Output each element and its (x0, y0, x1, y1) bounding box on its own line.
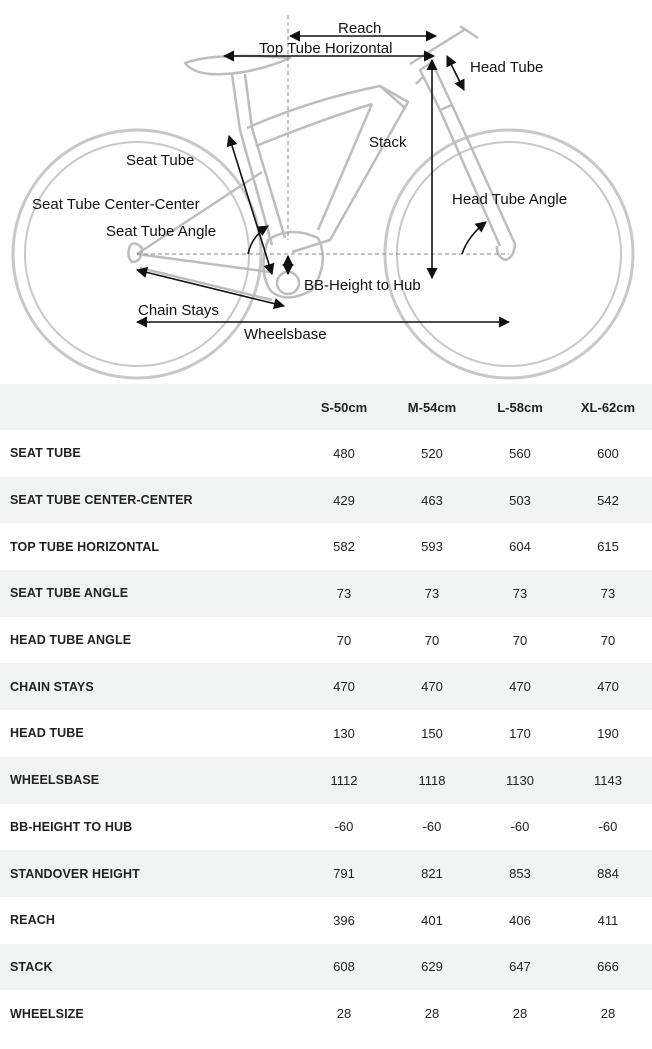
table-row (0, 710, 652, 757)
table-cell: 401 (421, 912, 443, 928)
row-label: TOP TUBE HORIZONTAL (10, 539, 160, 554)
table-cell: 480 (333, 445, 355, 461)
table-cell: 647 (476, 944, 564, 991)
table-cell: 470 (388, 663, 476, 710)
table-cell: 28 (512, 1006, 528, 1022)
table-cell: -60 (510, 819, 530, 835)
table-cell: 429 (300, 477, 388, 524)
table-cell: 406 (509, 912, 531, 928)
header-size-xl: XL-62cm (564, 384, 652, 430)
table-cell: 470 (476, 663, 564, 710)
table-cell: 666 (564, 944, 652, 991)
label-top-tube-horizontal: Top Tube Horizontal (259, 40, 393, 57)
row-label: SEAT TUBE ANGLE (0, 570, 300, 617)
table-row (0, 757, 652, 804)
row-label: WHEELSBASE (0, 757, 300, 804)
table-cell: 73 (564, 570, 652, 617)
table-cell: -60 (334, 819, 354, 835)
table-cell: 470 (300, 663, 388, 710)
label-wheelsbase: Wheelsbase (244, 326, 327, 343)
table-cell: 70 (512, 632, 528, 648)
table-row (0, 430, 652, 477)
row-label: HEAD TUBE (10, 726, 84, 741)
table-cell: 600 (597, 445, 619, 461)
table-cell: 463 (388, 477, 476, 524)
header-empty-cell (0, 384, 300, 430)
table-cell: -60 (422, 819, 442, 835)
table-row (0, 897, 652, 944)
table-cell: 884 (564, 850, 652, 897)
table-row (0, 990, 652, 1037)
table-cell: 28 (424, 1006, 440, 1022)
table-cell: 1130 (476, 757, 564, 804)
row-label: REACH (10, 913, 55, 928)
head-tube-angle-arc (462, 222, 486, 254)
table-cell: 1143 (564, 757, 652, 804)
table-row (0, 477, 652, 524)
header-size-m: M-54cm (388, 384, 476, 430)
table-row (0, 850, 652, 897)
table-cell: 604 (509, 539, 531, 555)
row-label: HEAD TUBE ANGLE (10, 633, 132, 648)
table-cell: 615 (597, 539, 619, 555)
table-cell: 70 (424, 632, 440, 648)
table-cell: -60 (598, 819, 618, 835)
table-row (0, 570, 652, 617)
table-cell: 28 (600, 1006, 616, 1022)
table-row (0, 804, 652, 851)
label-reach: Reach (338, 20, 382, 37)
row-label: BB-HEIGHT TO HUB (10, 819, 133, 834)
table-cell: 190 (597, 725, 619, 741)
chain-stays-arrow (137, 270, 284, 306)
table-cell: 396 (333, 912, 355, 928)
table-cell: 70 (600, 632, 616, 648)
label-seat-tube: Seat Tube (126, 152, 195, 169)
table-cell: 470 (564, 663, 652, 710)
label-head-tube-angle: Head Tube Angle (452, 191, 568, 208)
label-stack: Stack (369, 134, 407, 151)
table-cell: 629 (388, 944, 476, 991)
head-tube-arrow (447, 56, 464, 90)
table-row (0, 944, 652, 991)
label-seat-tube-center-center: Seat Tube Center-Center (32, 196, 200, 213)
table-cell: 582 (333, 539, 355, 555)
table-cell: 593 (421, 539, 443, 555)
geometry-table-body (0, 430, 652, 1037)
row-label: SEAT TUBE CENTER-CENTER (0, 477, 300, 524)
table-cell: 73 (388, 570, 476, 617)
table-cell: 520 (421, 445, 443, 461)
label-head-tube: Head Tube (470, 59, 544, 76)
table-row (0, 523, 652, 570)
table-cell: 821 (388, 850, 476, 897)
table-cell: 608 (300, 944, 388, 991)
row-label: CHAIN STAYS (0, 663, 300, 710)
header-size-s: S-50cm (300, 384, 388, 430)
bike-geometry-diagram (0, 0, 652, 380)
table-cell: 1112 (300, 757, 388, 804)
header-size-l: L-58cm (476, 384, 564, 430)
label-seat-tube-angle: Seat Tube Angle (106, 223, 217, 240)
row-label: STANDOVER HEIGHT (0, 850, 300, 897)
table-cell: 170 (509, 725, 531, 741)
table-cell: 28 (336, 1006, 352, 1022)
row-label: SEAT TUBE (10, 446, 81, 461)
table-cell: 791 (300, 850, 388, 897)
geometry-table (0, 384, 652, 1037)
table-cell: 130 (333, 725, 355, 741)
table-cell: 503 (476, 477, 564, 524)
row-label: STACK (0, 944, 300, 991)
table-cell: 73 (300, 570, 388, 617)
table-cell: 73 (476, 570, 564, 617)
label-chain-stays: Chain Stays (138, 302, 219, 319)
table-cell: 560 (509, 445, 531, 461)
table-cell: 150 (421, 725, 443, 741)
seat-tube-arrow (229, 136, 272, 274)
table-cell: 70 (336, 632, 352, 648)
table-cell: 853 (476, 850, 564, 897)
table-cell: 411 (597, 912, 619, 928)
table-row (0, 617, 652, 664)
label-bb-height-to-hub: BB-Height to Hub (304, 277, 421, 294)
table-row (0, 663, 652, 710)
row-label: WHEELSIZE (10, 1006, 84, 1021)
table-cell: 542 (564, 477, 652, 524)
table-header-row (0, 384, 652, 430)
table-cell: 1118 (388, 757, 476, 804)
